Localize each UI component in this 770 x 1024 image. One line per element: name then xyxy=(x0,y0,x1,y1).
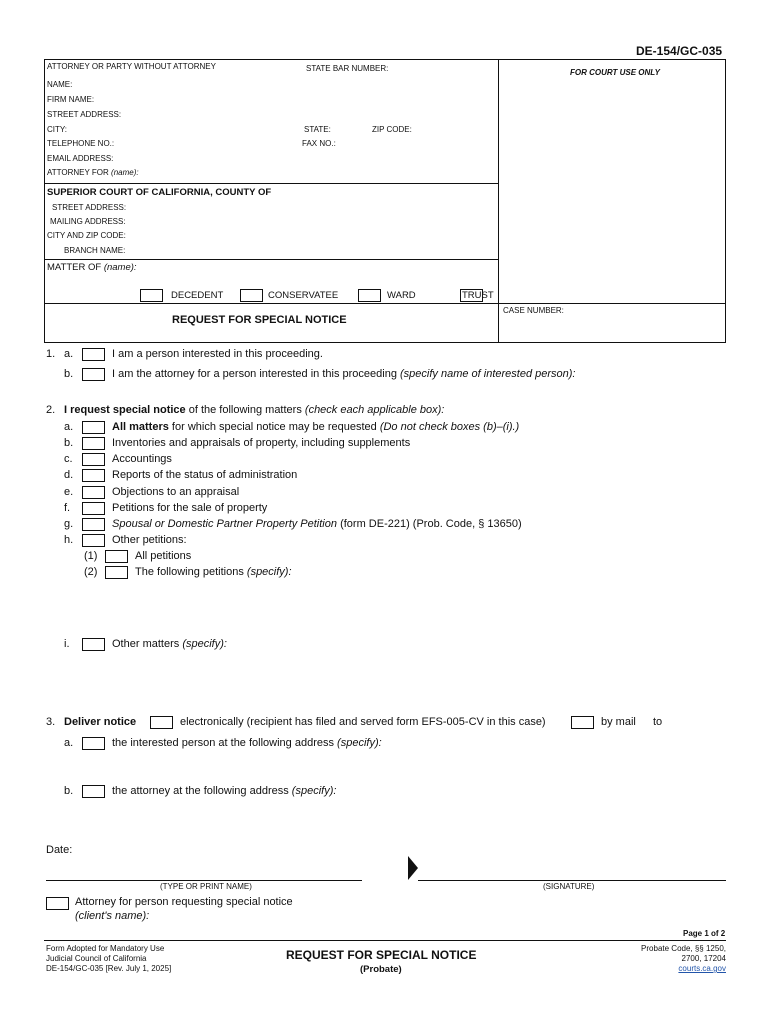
attorney-header: ATTORNEY OR PARTY WITHOUT ATTORNEY xyxy=(47,62,216,71)
attorney-for-checkbox[interactable] xyxy=(46,897,69,910)
signature-arrow-icon xyxy=(406,856,420,882)
attorney-court-divider xyxy=(44,183,498,184)
item2d-text: Reports of the status of administration xyxy=(112,469,298,481)
item2a-text: All matters for which special notice may be requested (Do not check boxes (b)–(i).) xyxy=(112,421,520,433)
item2h-text: Other petitions: xyxy=(112,534,187,546)
court-city-zip-label: CITY AND ZIP CODE: xyxy=(47,231,126,240)
item2i-letter: i. xyxy=(64,638,70,650)
footer-title: REQUEST FOR SPECIAL NOTICE xyxy=(286,948,477,962)
conservatee-label: CONSERVATEE xyxy=(268,290,339,301)
state-bar-label: STATE BAR NUMBER: xyxy=(306,64,389,73)
item2a-letter: a. xyxy=(64,421,74,433)
item2c-text: Accountings xyxy=(112,453,172,465)
item1-number: 1. xyxy=(46,348,56,360)
item1a-letter: a. xyxy=(64,348,74,360)
item1b-text: I am the attorney for a person interested in this proceeding (specify name of interested person): xyxy=(112,368,576,380)
signature-caption: (SIGNATURE) xyxy=(543,882,595,891)
item2-lead: I request special notice of the following matters (check each applicable box): xyxy=(64,404,445,416)
item2d-letter: d. xyxy=(64,469,74,481)
footer-left-1: Form Adopted for Mandatory Use xyxy=(46,944,165,953)
item2f-checkbox[interactable] xyxy=(82,502,105,515)
item2g-letter: g. xyxy=(64,518,74,530)
item1b-checkbox[interactable] xyxy=(82,368,105,381)
item2e-letter: e. xyxy=(64,486,74,498)
item3b-checkbox[interactable] xyxy=(82,785,105,798)
ward-label: WARD xyxy=(387,290,416,301)
item2d-checkbox[interactable] xyxy=(82,469,105,482)
title-divider xyxy=(44,303,726,304)
court-title: SUPERIOR COURT OF CALIFORNIA, COUNTY OF xyxy=(47,187,272,198)
decedent-label: DECEDENT xyxy=(171,290,224,301)
item2b-letter: b. xyxy=(64,437,74,449)
zip-code-label: ZIP CODE: xyxy=(372,125,412,134)
court-use-label: FOR COURT USE ONLY xyxy=(570,68,660,77)
conservatee-checkbox[interactable] xyxy=(240,289,263,302)
item3-number: 3. xyxy=(46,716,56,728)
item2c-letter: c. xyxy=(64,453,73,465)
item2c-checkbox[interactable] xyxy=(82,453,105,466)
attorney-for-text: Attorney for person requesting special notice xyxy=(75,896,293,908)
item2h-letter: h. xyxy=(64,534,74,546)
name-label: NAME: xyxy=(47,80,73,89)
trust-text: TRUST xyxy=(462,290,494,301)
mail-checkbox[interactable] xyxy=(571,716,594,729)
item2h-checkbox[interactable] xyxy=(82,534,105,547)
item1a-checkbox[interactable] xyxy=(82,348,105,361)
state-label: STATE: xyxy=(304,125,331,134)
item2i-checkbox[interactable] xyxy=(82,638,105,651)
item3a-text: the interested person at the following address (specify): xyxy=(112,737,382,749)
fax-label: FAX NO.: xyxy=(302,139,336,148)
item2h2-text: The following petitions (specify): xyxy=(135,566,292,578)
footer-right-1: Probate Code, §§ 1250, xyxy=(641,944,726,953)
item2b-text: Inventories and appraisals of property, including supplements xyxy=(112,437,411,449)
item1b-letter: b. xyxy=(64,368,74,380)
item2e-checkbox[interactable] xyxy=(82,486,105,499)
matter-label: MATTER OF (name): xyxy=(47,262,137,273)
to-text: to xyxy=(653,716,663,728)
footer-subtitle: (Probate) xyxy=(360,964,402,975)
street-address-label: STREET ADDRESS: xyxy=(47,110,122,119)
court-street-label: STREET ADDRESS: xyxy=(52,203,127,212)
form-number: DE-154/GC-035 xyxy=(636,44,723,58)
item2i-text: Other matters (specify): xyxy=(112,638,227,650)
item3b-text: the attorney at the following address (specify): xyxy=(112,785,337,797)
electronic-checkbox[interactable] xyxy=(150,716,173,729)
item3a-letter: a. xyxy=(64,737,74,749)
caption-divider xyxy=(498,59,499,343)
footer-left-2: Judicial Council of California xyxy=(46,954,147,963)
case-number-label: CASE NUMBER: xyxy=(503,306,564,315)
courts-link[interactable]: courts.ca.gov xyxy=(678,964,726,973)
item1a-text: I am a person interested in this proceeding. xyxy=(112,348,323,360)
form-title: REQUEST FOR SPECIAL NOTICE xyxy=(172,314,347,326)
signature-line xyxy=(418,880,726,881)
item2f-text: Petitions for the sale of property xyxy=(112,502,268,514)
footer-left-3: DE-154/GC-035 [Rev. July 1, 2025] xyxy=(46,964,172,973)
item2e-text: Objections to an appraisal xyxy=(112,486,240,498)
item2h1-text: All petitions xyxy=(135,550,192,562)
item2-number: 2. xyxy=(46,404,56,416)
footer-rule xyxy=(44,940,726,941)
item3-lead: Deliver notice xyxy=(64,716,137,728)
item2b-checkbox[interactable] xyxy=(82,437,105,450)
court-mailing-label: MAILING ADDRESS: xyxy=(50,217,126,226)
item3b-letter: b. xyxy=(64,785,74,797)
item2h1-checkbox[interactable] xyxy=(105,550,128,563)
print-name-line xyxy=(46,880,362,881)
item2h2-number: (2) xyxy=(84,566,98,578)
item2g-text: Spousal or Domestic Partner Property Petition (form DE-221) (Prob. Code, § 13650) xyxy=(112,518,522,530)
item2h2-checkbox[interactable] xyxy=(105,566,128,579)
item3a-checkbox[interactable] xyxy=(82,737,105,750)
court-branch-label: BRANCH NAME: xyxy=(64,246,126,255)
firm-name-label: FIRM NAME: xyxy=(47,95,95,104)
print-name-caption: (TYPE OR PRINT NAME) xyxy=(160,882,252,891)
item2h1-number: (1) xyxy=(84,550,98,562)
item2g-checkbox[interactable] xyxy=(82,518,105,531)
attorney-for-label: ATTORNEY FOR (name): xyxy=(47,168,139,177)
telephone-label: TELEPHONE NO.: xyxy=(47,139,115,148)
decedent-checkbox[interactable] xyxy=(140,289,163,302)
court-matter-divider xyxy=(44,259,498,260)
item2f-letter: f. xyxy=(64,502,71,514)
date-label: Date: xyxy=(46,844,73,856)
page-number: Page 1 of 2 xyxy=(683,929,726,938)
ward-checkbox[interactable] xyxy=(358,289,381,302)
footer-right-2: 2700, 17204 xyxy=(681,954,726,963)
mail-text: by mail xyxy=(601,716,636,728)
client-name-label: (client's name): xyxy=(75,910,150,922)
city-label: CITY: xyxy=(47,125,68,134)
email-label: EMAIL ADDRESS: xyxy=(47,154,114,163)
item2a-checkbox[interactable] xyxy=(82,421,105,434)
electronic-text: electronically (recipient has filed and served form EFS-005-CV in this case) xyxy=(180,716,546,728)
